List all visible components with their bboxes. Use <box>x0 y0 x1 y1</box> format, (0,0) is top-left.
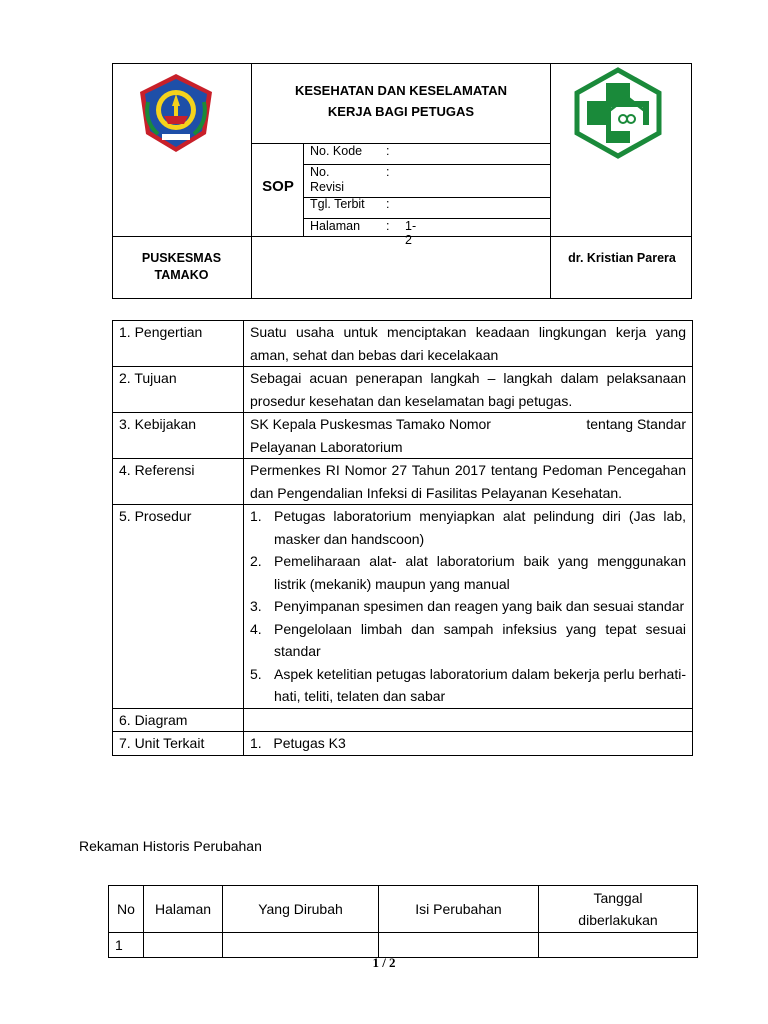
organization-name <box>112 250 251 284</box>
list-number: 1. <box>250 735 262 751</box>
table-cell <box>223 933 379 958</box>
list-number: 1. <box>250 508 262 524</box>
field-label: Halaman <box>310 219 361 233</box>
list-text: Petugas laboratorium menyiapkan alat pelindung diri (Jas lab, masker dan handscoon) <box>274 508 686 547</box>
kebijakan-text: SK Kepala Puskesmas Tamako Nomor <box>250 416 491 432</box>
divider <box>303 164 551 165</box>
field-label: Tgl. Terbit <box>310 197 365 211</box>
row-value: Permenkes RI Nomor 27 Tahun 2017 tentang Pedoman Pencegahan dan Pengendalian Infeksi di Fasilitas Pelayanan Kesehatan. <box>244 459 693 505</box>
field-label: Revisi <box>310 180 345 194</box>
list-item <box>250 595 686 618</box>
table-header-row <box>109 886 698 933</box>
field-label: No. <box>310 165 330 179</box>
row-label: 1. Pengertian <box>113 321 244 367</box>
list-number: 2. <box>250 553 262 569</box>
org-line: PUSKESMAS <box>141 251 222 265</box>
sop-label: SOP <box>262 178 294 195</box>
divider <box>112 236 692 237</box>
divider <box>550 63 551 299</box>
list-item <box>250 618 686 663</box>
column-header: Tanggal diberlakukan <box>539 886 698 933</box>
field-sep: : <box>386 219 390 233</box>
org-line: TAMAKO <box>154 268 209 282</box>
procedure-list <box>250 505 686 708</box>
column-header: No <box>109 886 144 933</box>
list-item <box>250 505 686 550</box>
column-header: Yang Dirubah <box>223 886 379 933</box>
row-label: 6. Diagram <box>113 708 244 732</box>
puskesmas-logo-icon <box>573 67 663 159</box>
history-table <box>108 885 698 958</box>
row-label: 3. Kebijakan <box>113 413 244 459</box>
divider <box>303 143 304 236</box>
list-number: 4. <box>250 620 262 637</box>
divider <box>251 143 551 144</box>
table-row <box>113 413 693 459</box>
list-text: Petugas K3 <box>273 735 346 751</box>
list-item <box>250 550 686 595</box>
table-row <box>113 505 693 709</box>
row-value <box>244 505 693 709</box>
page-title <box>252 80 550 122</box>
row-label: 5. Prosedur <box>113 505 244 709</box>
field-revisi-label <box>310 180 344 194</box>
list-text: Pemeliharaan alat- alat laboratorium baik yang menggunakan listrik (mekanik) maupun yang manual <box>274 553 686 592</box>
column-header: Isi Perubahan <box>379 886 539 933</box>
row-label: 4. Referensi <box>113 459 244 505</box>
field-no-revisi <box>310 165 390 179</box>
field-value: 1-2 <box>405 219 417 247</box>
kebijakan-text: tentang Standar <box>586 416 686 432</box>
regional-emblem-icon <box>136 72 216 154</box>
table-row <box>113 708 693 732</box>
field-no-kode <box>310 144 390 158</box>
history-title: Rekaman Historis Perubahan <box>79 838 262 854</box>
table-cell: 1 <box>109 933 144 958</box>
title-line: KERJA BAGI PETUGAS <box>327 104 475 119</box>
table-cell <box>539 933 698 958</box>
list-number: 5. <box>250 665 262 682</box>
table-row <box>109 933 698 958</box>
row-label: 2. Tujuan <box>113 367 244 413</box>
sop-content-table <box>112 320 693 756</box>
signatory-name: dr. Kristian Parera <box>568 251 676 265</box>
table-cell <box>379 933 539 958</box>
table-row <box>113 367 693 413</box>
list-text: Penyimpanan spesimen dan reagen yang baik dan sesuai standar <box>274 598 685 614</box>
table-cell <box>144 933 223 958</box>
field-sep: : <box>386 165 390 179</box>
field-tgl-terbit <box>310 197 390 211</box>
row-value: Sebagai acuan penerapan langkah – langkah dalam pelaksanaan prosedur kesehatan dan keselamatan bagi petugas. <box>244 367 693 413</box>
row-label: 7. Unit Terkait <box>113 732 244 756</box>
table-row <box>113 459 693 505</box>
table-row <box>113 732 693 756</box>
list-number: 3. <box>250 598 262 614</box>
field-sep: : <box>386 197 390 211</box>
title-line: KESEHATAN DAN KESELAMATAN <box>294 83 508 98</box>
field-sep: : <box>386 144 390 158</box>
row-value <box>244 413 693 459</box>
row-value: Suatu usaha untuk menciptakan keadaan lingkungan kerja yang aman, sehat dan bebas dari kecelakaan <box>244 321 693 367</box>
field-halaman <box>310 219 417 247</box>
list-text: Aspek ketelitian petugas laboratorium dalam bekerja perlu berhati- hati, teliti, telaten dan sabar <box>274 665 686 704</box>
column-header: Halaman <box>144 886 223 933</box>
list-text: Pengelolaan limbah dan sampah infeksius yang tepat sesuai standar <box>274 620 686 659</box>
kebijakan-text: Pelayanan Laboratorium <box>250 438 403 455</box>
row-value <box>244 708 693 732</box>
field-label: No. Kode <box>310 144 363 158</box>
table-row <box>113 321 693 367</box>
page-number: 1 / 2 <box>372 955 396 970</box>
list-item <box>250 663 686 708</box>
row-value <box>244 732 693 756</box>
